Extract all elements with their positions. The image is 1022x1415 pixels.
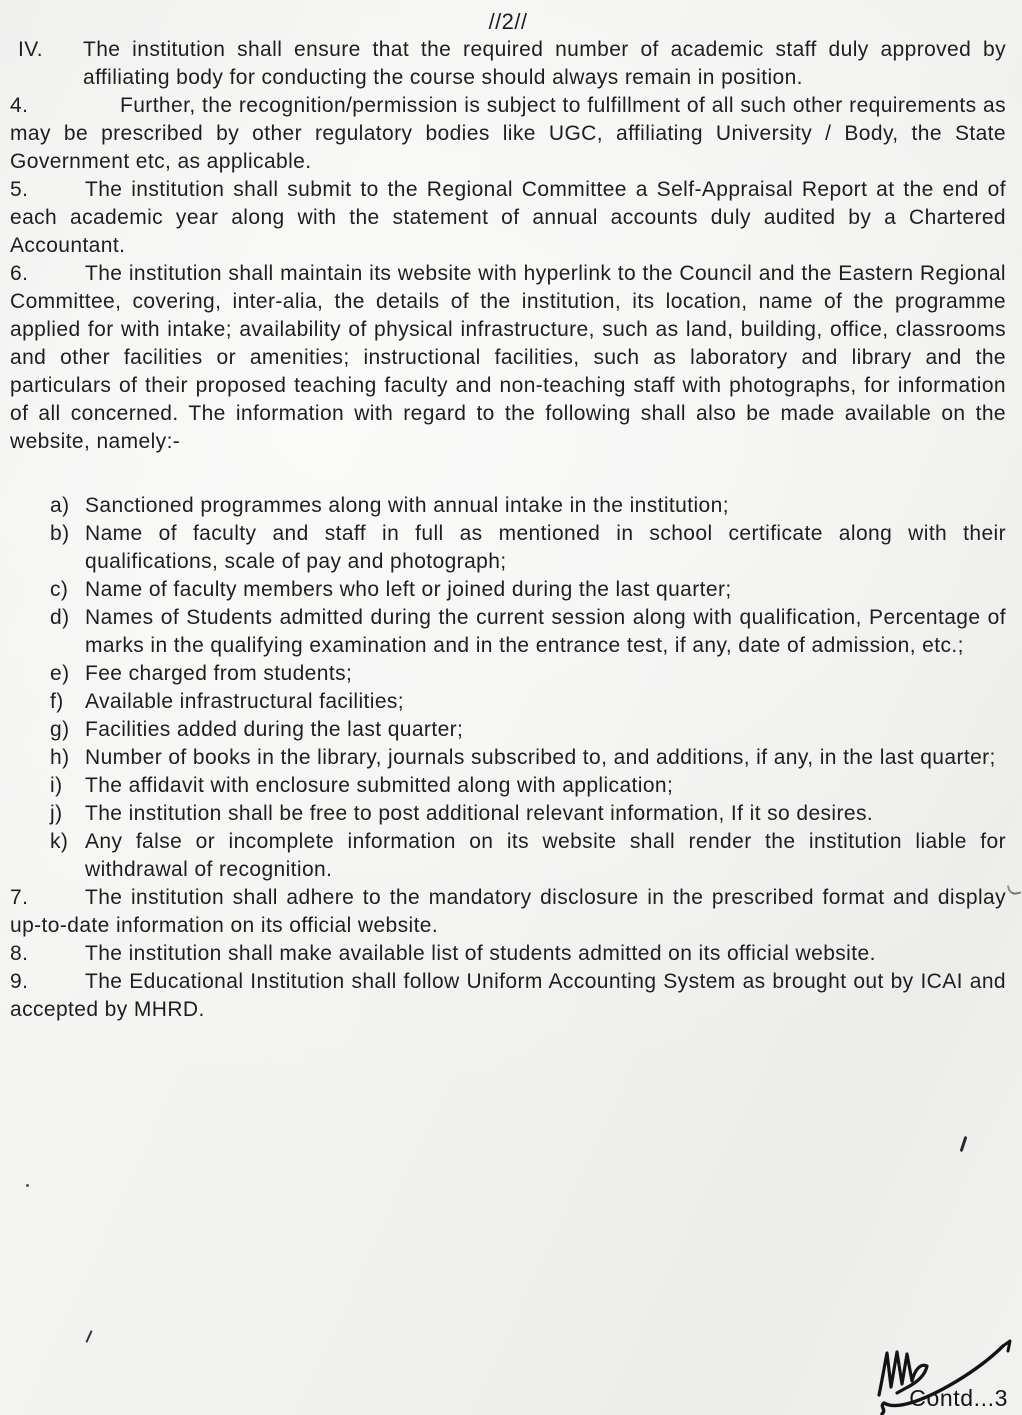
continued-note: Contd...3 [909,1385,1008,1411]
icai-pen-tick-artifact [85,1330,92,1343]
clause-7 [10,884,1006,940]
pen-mark-artifact [960,1136,968,1152]
clause-4-text: Further, the recognition/permission is subject to fulfillment of all such other requirements as may be prescribed by other regulatory bodies like UGC, affiliating University / Body, the State Government etc, as applicable. [10,94,1006,173]
list-item-d [10,604,1006,660]
list-item-e-letter: e) [50,662,70,685]
list-item-i-text: The affidavit with enclosure submitted along with application; [85,774,674,797]
list-item-c [10,576,1006,604]
list-item-k [10,828,1006,884]
list-item-f [10,688,1006,716]
list-item-b [10,520,1006,576]
list-item-j [10,800,1006,828]
list-item-i [10,772,1006,800]
clause-5 [10,176,1006,260]
list-item-h-letter: h) [50,746,70,769]
clause-iv-text: The institution shall ensure that the required number of academic staff duly approved by affiliating body for conducting the course should always remain in position. [83,38,1006,89]
speck-artifact [26,1184,29,1187]
list-item-f-letter: f) [50,690,64,713]
clause-6-text: The institution shall maintain its website with hyperlink to the Council and the Eastern Regional Committee, covering, inter-alia, the details of the institution, its location, name of the programme applied for with intake; availability of physical infrastructure, such as land, building, office, classrooms and other facilities or amenities; instructional facilities, such as laboratory and library and the particulars of their proposed teaching faculty and non-teaching staff with photographs, for information of all concerned. The information with regard to the following shall also be made available on the website, namely:- [10,262,1006,453]
clause-8-number: 8. [10,942,29,965]
list-item-c-text: Name of faculty members who left or joined during the last quarter; [85,578,732,601]
list-item-g-letter: g) [50,718,70,741]
clause-9-number: 9. [10,970,29,993]
list-item-b-letter: b) [50,522,70,545]
list-item-a-letter: a) [50,494,70,517]
clause-6 [10,260,1006,456]
clause-8 [10,940,1006,968]
list-item-g [10,716,1006,744]
list-item-d-letter: d) [50,606,70,629]
page-number: //2// [488,9,528,34]
list-item-k-letter: k) [50,830,69,853]
clause-4 [10,92,1006,176]
list-item-a [10,492,1006,520]
list-item-h [10,744,1006,772]
list-item-j-letter: j) [50,802,63,825]
website-disclosure-list [10,492,1006,884]
list-item-e-text: Fee charged from students; [85,662,353,685]
list-item-g-text: Facilities added during the last quarter; [85,718,464,741]
clause-7-number: 7. [10,886,29,909]
list-item-k-text: Any false or incomplete information on its website shall render the institution liable for withdrawal of recognition. [85,830,1006,881]
clause-7-text: The institution shall adhere to the mandatory disclosure in the prescribed format and display up-to-date information on its official website. [10,886,1006,937]
list-item-c-letter: c) [50,578,69,601]
clause-iv [10,36,1006,92]
clause-9-text: The Educational Institution shall follow Uniform Accounting System as brought out by ICAI and accepted by MHRD. [10,970,1006,1021]
signature-footer [827,1337,1012,1415]
clause-8-text: The institution shall make available list of students admitted on its official website. [85,942,876,965]
clause-9 [10,968,1006,1024]
list-item-e [10,660,1006,688]
clause-5-text: The institution shall submit to the Regional Committee a Self-Appraisal Report at the end of each academic year along with the statement of annual accounts duly audited by a Chartered Accountant. [10,178,1006,257]
list-item-f-text: Available infrastructural facilities; [85,690,405,713]
clause-4-number: 4. [10,94,29,117]
clause-5-number: 5. [10,178,29,201]
list-item-i-letter: i) [50,774,63,797]
list-item-b-text: Name of faculty and staff in full as mentioned in school certificate along with their qualifications, scale of pay and photograph; [85,522,1006,573]
list-item-h-text: Number of books in the library, journals subscribed to, and additions, if any, in the last quarter; [85,746,996,769]
clause-6-number: 6. [10,262,29,285]
margin-flourish-artifact [1007,883,1021,897]
list-item-j-text: The institution shall be free to post additional relevant information, If it so desires. [85,802,874,825]
list-item-a-text: Sanctioned programmes along with annual intake in the institution; [85,494,729,517]
clause-iv-number: IV. [18,38,43,61]
list-item-d-text: Names of Students admitted during the current session along with qualification, Percentage of marks in the qualifying examination and in the entrance test, if any, date of admission, etc.; [85,606,1006,657]
